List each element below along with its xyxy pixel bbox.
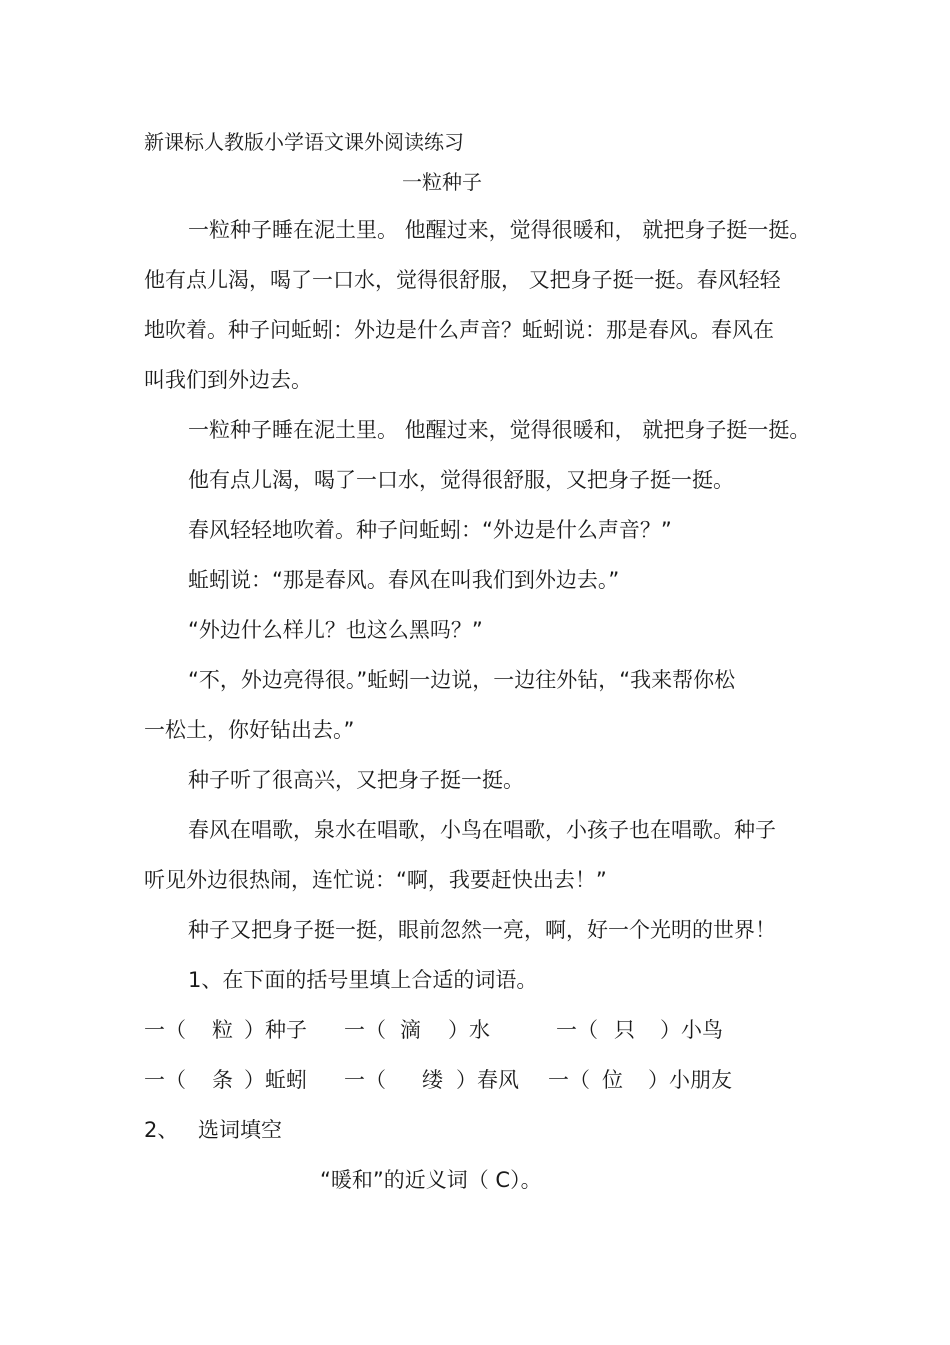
fill-in-suffix: ）春风 xyxy=(456,1068,519,1092)
question-2-number: 2、 xyxy=(144,1118,179,1142)
fill-in-prefix: 一（ xyxy=(144,1018,186,1042)
summary-line: 叫我们到外边去。 xyxy=(144,368,312,392)
story-line: 听见外边很热闹，连忙说：“啊，我要赶快出去！” xyxy=(144,868,607,892)
story-line: 他有点儿渴，喝了一口水，觉得很舒服，又把身子挺一挺。 xyxy=(188,468,734,492)
document-title: 新课标人教版小学语文课外阅读练习 xyxy=(144,130,464,154)
story-line: 蚯蚓说：“那是春风。春风在叫我们到外边去。” xyxy=(188,568,620,592)
story-line: “不，外边亮得很。”蚯蚓一边说，一边往外钻，“我来帮你松 xyxy=(188,668,736,692)
fill-in-prefix: 一（ xyxy=(144,1068,186,1092)
fill-in-suffix: ）小鸟 xyxy=(660,1018,723,1042)
story-title: 一粒种子 xyxy=(402,170,482,194)
question-2-text: “暖和”的近义词（ C）。 xyxy=(320,1168,542,1192)
story-line: 春风轻轻地吹着。种子问蚯蚓：“外边是什么声音？” xyxy=(188,518,672,542)
story-line: 春风在唱歌，泉水在唱歌，小鸟在唱歌，小孩子也在唱歌。种子 xyxy=(188,818,776,842)
fill-in-suffix: ）种子 xyxy=(244,1018,307,1042)
story-line: “外边什么样儿？也这么黑吗？” xyxy=(188,618,483,642)
fill-in-answer: 位 xyxy=(602,1068,623,1092)
story-line: 种子听了很高兴，又把身子挺一挺。 xyxy=(188,768,524,792)
fill-in-prefix: 一（ xyxy=(344,1068,386,1092)
question-2-label: 选词填空 xyxy=(198,1118,282,1142)
fill-in-answer: 条 xyxy=(212,1068,233,1092)
fill-in-suffix: ）蚯蚓 xyxy=(244,1068,307,1092)
fill-in-answer: 缕 xyxy=(422,1068,443,1092)
fill-in-prefix: 一（ xyxy=(548,1068,590,1092)
fill-in-answer: 只 xyxy=(614,1018,635,1042)
fill-in-prefix: 一（ xyxy=(344,1018,386,1042)
fill-in-answer: 粒 xyxy=(212,1018,233,1042)
fill-in-suffix: ）水 xyxy=(448,1018,490,1042)
summary-line: 一粒种子睡在泥土里。 他醒过来，觉得很暖和， 就把身子挺一挺。 xyxy=(188,218,811,242)
fill-in-suffix: ）小朋友 xyxy=(648,1068,732,1092)
fill-in-answer: 滴 xyxy=(400,1018,421,1042)
question-1-prompt: 1、在下面的括号里填上合适的词语。 xyxy=(188,968,538,992)
story-line: 一松土，你好钻出去。” xyxy=(144,718,355,742)
story-line: 一粒种子睡在泥土里。 他醒过来，觉得很暖和， 就把身子挺一挺。 xyxy=(188,418,811,442)
fill-in-prefix: 一（ xyxy=(556,1018,598,1042)
story-line: 种子又把身子挺一挺，眼前忽然一亮，啊，好一个光明的世界！ xyxy=(188,918,776,942)
summary-line: 他有点儿渴，喝了一口水，觉得很舒服， 又把身子挺一挺。春风轻轻 xyxy=(144,268,781,292)
summary-line: 地吹着。种子问蚯蚓：外边是什么声音？蚯蚓说：那是春风。春风在 xyxy=(144,318,774,342)
